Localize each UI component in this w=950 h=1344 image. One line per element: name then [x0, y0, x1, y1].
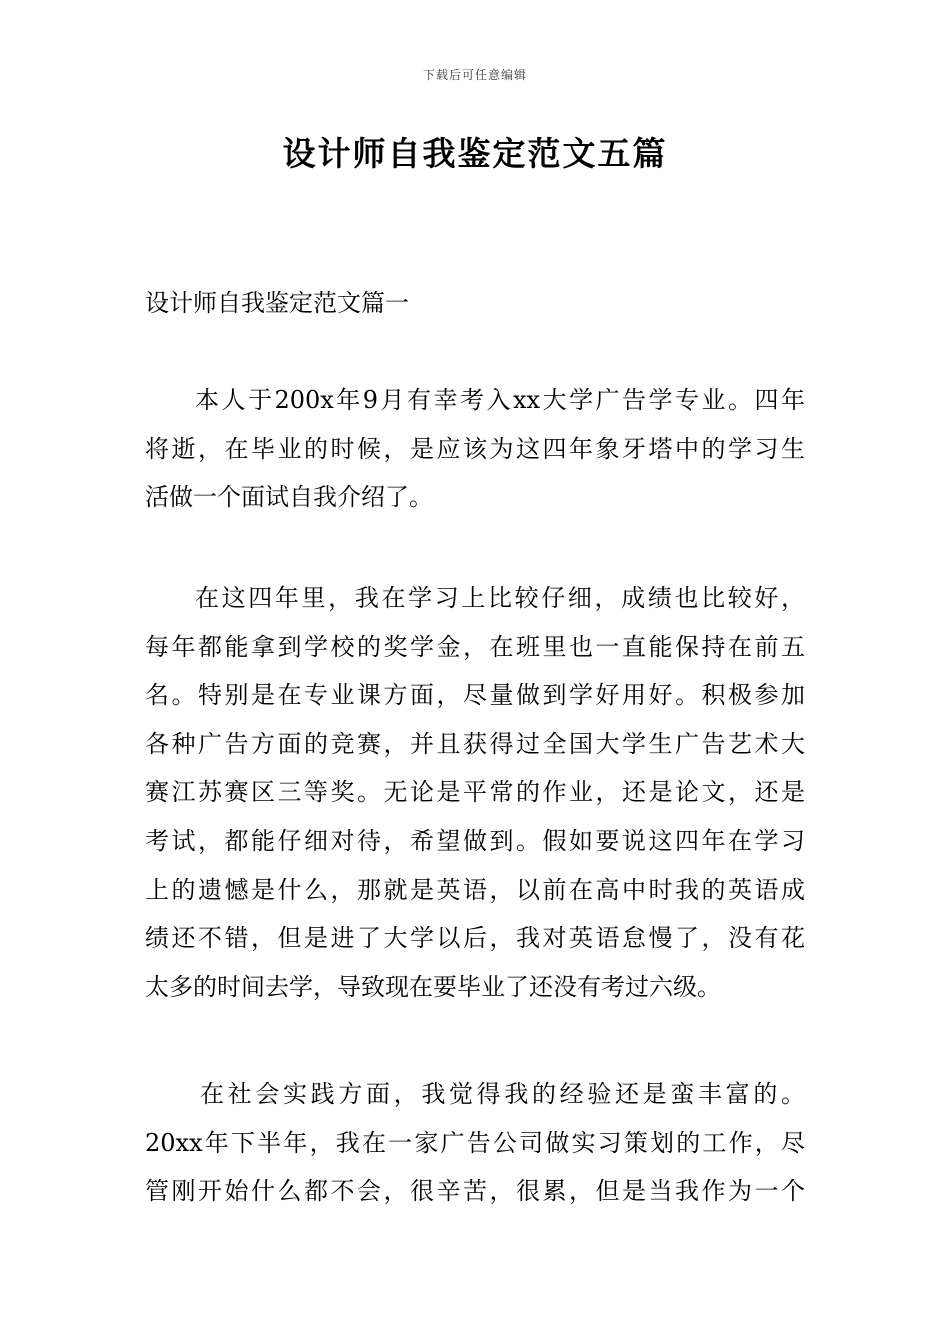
paragraph-line: 各种广告方面的竞赛，并且获得过全国大学生广告艺术大	[145, 729, 805, 758]
paragraph-line: 本人于200x年9月有幸考入xx大学广告学专业。四年	[195, 386, 805, 414]
paragraph-line: 赛江苏赛区三等奖。无论是平常的作业，还是论文，还是	[145, 778, 805, 807]
paragraph-1	[145, 376, 805, 522]
paragraph-line: 20xx年下半年，我在一家广告公司做实习策划的工作，尽	[145, 1128, 805, 1157]
paragraph-line: 活做一个面试自我介绍了。	[145, 483, 433, 512]
document-title: 设计师自我鉴定范文五篇	[282, 134, 668, 173]
paragraph-line: 将逝，在毕业的时候，是应该为这四年象牙塔中的学习生	[145, 434, 805, 463]
paragraph-3	[145, 1070, 805, 1216]
paragraph-line: 太多的时间去学，导致现在要毕业了还没有考过六级。	[145, 972, 721, 1001]
header-note: 下载后可任意编辑	[422, 68, 527, 82]
paragraph-line: 绩还不错，但是进了大学以后，我对英语怠慢了，没有花	[145, 924, 805, 953]
paragraph-line: 管刚开始什么都不会，很辛苦，很累，但是当我作为一个	[145, 1177, 805, 1206]
section-heading: 设计师自我鉴定范文篇一	[145, 289, 409, 317]
paragraph-line: 在社会实践方面，我觉得我的经验还是蛮丰富的。	[200, 1080, 805, 1108]
paragraph-line: 上的遗憾是什么，那就是英语，以前在高中时我的英语成	[145, 875, 805, 904]
paragraph-line: 在这四年里，我在学习上比较仔细，成绩也比较好，	[195, 584, 805, 612]
paragraph-line: 考试，都能仔细对待，希望做到。假如要说这四年在学习	[145, 826, 805, 855]
paragraph-line: 每年都能拿到学校的奖学金，在班里也一直能保持在前五	[145, 632, 805, 661]
paragraph-2	[145, 574, 805, 1011]
paragraph-line: 名。特别是在专业课方面，尽量做到学好用好。积极参加	[145, 681, 805, 710]
